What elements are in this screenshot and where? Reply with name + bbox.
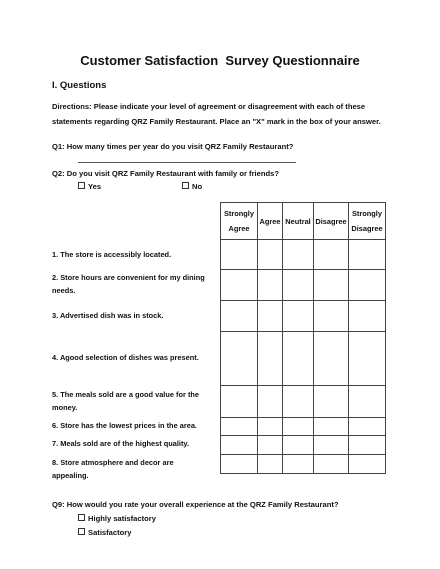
answer-cell[interactable] <box>349 240 386 270</box>
answer-cell[interactable] <box>314 436 349 455</box>
table-row <box>221 332 386 386</box>
answer-cell[interactable] <box>349 332 386 386</box>
answer-cell[interactable] <box>283 455 314 474</box>
answer-cell[interactable] <box>221 455 258 474</box>
answer-cell[interactable] <box>221 301 258 332</box>
table-row <box>221 301 386 332</box>
answer-cell[interactable] <box>314 301 349 332</box>
answer-cell[interactable] <box>283 386 314 418</box>
table-row <box>221 270 386 301</box>
checkbox-icon[interactable] <box>78 514 85 521</box>
answer-cell[interactable] <box>314 332 349 386</box>
statement-1: 1. The store is accessibly located. <box>52 250 172 259</box>
answer-cell[interactable] <box>314 386 349 418</box>
statement-4: 4. Agood selection of dishes was present. <box>52 353 199 362</box>
answer-cell[interactable] <box>258 240 283 270</box>
statement-3: 3. Advertised dish was in stock. <box>52 311 164 320</box>
checkbox-icon[interactable] <box>78 528 85 535</box>
header-disagree: Disagree <box>314 203 349 240</box>
q9-option-highly-satisfactory[interactable] <box>78 514 156 523</box>
answer-cell[interactable] <box>349 270 386 301</box>
answer-cell[interactable] <box>258 436 283 455</box>
answer-cell[interactable] <box>221 270 258 301</box>
answer-cell[interactable] <box>258 332 283 386</box>
statement-5: 5. The meals sold are a good value for the money. <box>52 390 200 412</box>
checkbox-icon[interactable] <box>78 182 85 189</box>
answer-cell[interactable] <box>258 455 283 474</box>
statement-7: 7. Meals sold are of the highest quality. <box>52 439 190 448</box>
checkbox-icon[interactable] <box>182 182 189 189</box>
q2-option-no[interactable] <box>182 182 202 191</box>
table-row <box>221 386 386 418</box>
q1-answer-line[interactable] <box>78 162 296 163</box>
table-header-row <box>221 203 386 240</box>
answer-cell[interactable] <box>258 301 283 332</box>
question-2: Q2: Do you visit QRZ Family Restaurant with family or friends? <box>52 169 280 178</box>
header-neutral: Neutral <box>283 203 314 240</box>
q9-option-satisfactory[interactable] <box>78 528 131 537</box>
answer-cell[interactable] <box>283 418 314 436</box>
answer-cell[interactable] <box>314 240 349 270</box>
directions-line-2: statements regarding QRZ Family Restaurant. Place an "X" mark in the box of your answer. <box>52 117 381 126</box>
answer-cell[interactable] <box>283 240 314 270</box>
answer-cell[interactable] <box>314 270 349 301</box>
answer-cell[interactable] <box>258 386 283 418</box>
answer-cell[interactable] <box>314 455 349 474</box>
answer-cell[interactable] <box>221 436 258 455</box>
answer-cell[interactable] <box>349 436 386 455</box>
answer-cell[interactable] <box>349 418 386 436</box>
table-row <box>221 436 386 455</box>
answer-cell[interactable] <box>349 386 386 418</box>
document-title: Customer Satisfaction Survey Questionnaire <box>80 53 360 68</box>
header-agree: Agree <box>258 203 283 240</box>
answer-cell[interactable] <box>221 240 258 270</box>
statement-2: 2. Store hours are convenient for my dining needs. <box>52 273 205 295</box>
table-row <box>221 240 386 270</box>
answer-cell[interactable] <box>283 436 314 455</box>
answer-cell[interactable] <box>258 270 283 301</box>
answer-cell[interactable] <box>221 332 258 386</box>
answer-cell[interactable] <box>221 386 258 418</box>
q2-option-yes-label: Yes <box>88 182 102 191</box>
q2-option-yes[interactable] <box>78 182 101 191</box>
section-heading: I. Questions <box>52 80 107 91</box>
header-strongly-agree: Strongly Agree <box>221 203 258 240</box>
q9-option-label: Satisfactory <box>88 528 132 537</box>
table-row <box>221 455 386 474</box>
directions-line-1: Directions: Please indicate your level of agreement or disagreement with each of these <box>52 102 366 111</box>
question-1: Q1: How many times per year do you visit QRZ Family Restaurant? <box>52 142 294 151</box>
answer-cell[interactable] <box>314 418 349 436</box>
header-strongly-disagree: Strongly Disagree <box>349 203 386 240</box>
answer-cell[interactable] <box>283 270 314 301</box>
statement-6: 6. Store has the lowest prices in the area. <box>52 421 197 430</box>
q2-option-no-label: No <box>192 182 203 191</box>
answer-cell[interactable] <box>221 418 258 436</box>
answer-cell[interactable] <box>283 332 314 386</box>
rating-table <box>220 202 386 474</box>
question-9: Q9: How would you rate your overall experience at the QRZ Family Restaurant? <box>52 500 339 509</box>
answer-cell[interactable] <box>258 418 283 436</box>
statement-8: 8. Store atmosphere and decor are appealing. <box>52 458 174 480</box>
q9-option-label: Highly satisfactory <box>88 514 156 523</box>
answer-cell[interactable] <box>349 455 386 474</box>
table-row <box>221 418 386 436</box>
answer-cell[interactable] <box>349 301 386 332</box>
answer-cell[interactable] <box>283 301 314 332</box>
